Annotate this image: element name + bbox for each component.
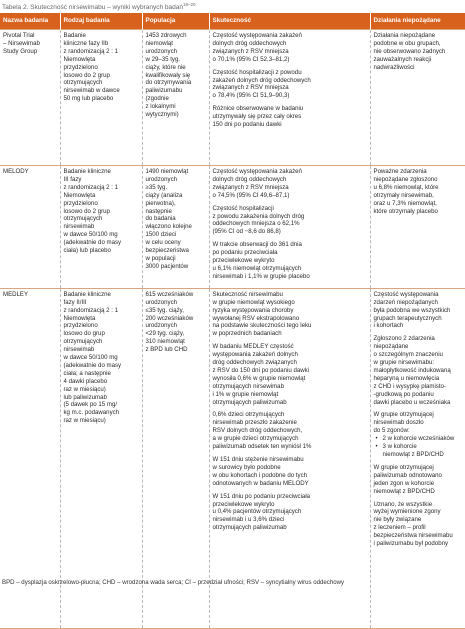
text-line: (5 dawek po 15 mg/ (63, 401, 118, 409)
cell-efficacy (209, 30, 370, 166)
text-line: przydzielono (63, 322, 98, 330)
cell-adverse (370, 288, 465, 628)
text-line: grupach terapeutycznych (373, 314, 442, 322)
text-line: -grudkową po podaniu (373, 390, 434, 398)
text-block (213, 32, 367, 64)
text-block (374, 32, 463, 72)
text-line: w surowicy było podobne (212, 463, 281, 471)
text-line: 4 dawki placebo (63, 377, 108, 385)
text-line: 1500 dzieci (145, 231, 177, 239)
text-line: nirsewimab przeszło zakażenie (212, 419, 297, 427)
text-line: z randomizacją 2 : 1 (63, 306, 119, 314)
caption-refs: 18–20 (183, 2, 196, 7)
text-line: 615 wcześniaków (145, 290, 194, 298)
bullet-item (374, 435, 463, 443)
text-line: Study Group (3, 47, 38, 55)
text-line: dolnych dróg oddechowych (212, 39, 287, 47)
text-block (213, 411, 367, 451)
cell-population (142, 166, 209, 289)
text-line: bezpieczeństwa nirsewimabu (373, 532, 453, 540)
text-line: Częstość występowania zakażeń (212, 32, 302, 39)
text-line: na podstawie skuteczności tego leku (212, 322, 312, 330)
text-line: jeden zgon w kohorcie (373, 479, 435, 487)
cell-efficacy (209, 288, 370, 628)
text-line: z CHD i wysypkę plamisto- (373, 382, 446, 390)
text-line: W trakcie obserwacji do 361 dnia (212, 241, 302, 249)
text-line: ciąży, które nie (145, 63, 186, 71)
text-line: Niemowlęta (63, 55, 96, 63)
text-line: Poważne zdarzenia (373, 168, 427, 175)
text-line: dawki placebo u wcześniaka (373, 398, 451, 406)
text-line: W grupie otrzymującej (373, 463, 434, 471)
text-line: z RSV do 150 dni po podaniu dawki (212, 366, 310, 374)
table-row (0, 288, 465, 628)
text-block (213, 69, 367, 101)
text-line: zdarzeń niepożądanych (373, 298, 438, 306)
text-line: oraz u 7,3% niemowląt, (373, 199, 437, 207)
cell-efficacy (209, 166, 370, 289)
text-line: 310 niemowląt (145, 338, 185, 346)
text-line: otrzymujących (63, 215, 103, 223)
text-line: Różnice obserwowane w badaniu (212, 105, 304, 113)
text-line: była podobna we wszystkich (373, 306, 451, 314)
text-line: do otrzymywania (145, 79, 192, 87)
text-block (374, 168, 463, 215)
text-line: nie obserwowano żadnych (373, 47, 446, 55)
text-line: w celu oceny (145, 239, 181, 247)
text-line: wyżej wymienione zgony (373, 508, 441, 516)
text-block (213, 168, 367, 200)
text-line: W 151 dniu stężenie nirsewimabu (212, 456, 304, 463)
abbreviations-footnote: BPD – dysplazja oskrzelowo-płucna; CHD – wrodzona wada serca; CI – przedział ufności; RSV – syncytialny wirus oddechowy (2, 579, 345, 586)
text-line: ciąży (analiza (145, 191, 183, 199)
text-line: wytycznymi) (145, 111, 179, 119)
cell-population (142, 288, 209, 628)
cell-name (0, 288, 60, 628)
text-line: W 151 dniu po podaniu przeciwciała (212, 492, 311, 500)
text-line: po podaniu przeciwciała (212, 249, 278, 257)
text-line: nirsewimab i u 3,6% dzieci (212, 516, 285, 524)
text-line: kliniczne fazy IIb (63, 39, 109, 47)
text-line: otrzymujących nirsewimab (212, 382, 284, 390)
text-line: Zgłoszono 2 zdarzenia (373, 335, 435, 343)
text-line: 150 dni po podaniu dawki (212, 121, 282, 129)
text-line: Działania niepożądane (373, 32, 436, 39)
text-line: losowo do 2 grup (63, 207, 110, 215)
text-block (374, 335, 463, 406)
text-line: niepożądane (373, 343, 409, 351)
text-line: zauważalnych reakcji (373, 55, 432, 63)
text-line: niemowląt z BPD/CHD (373, 487, 435, 495)
text-line: u 6,8% niemowląt, które (373, 183, 439, 191)
text-line: ciała) lub placebo (63, 247, 111, 255)
header-population: Populacja (142, 13, 209, 30)
text-line: nirsewimab doszło (373, 419, 424, 427)
text-line: ≥35 tyg. (145, 183, 168, 191)
text-line: w populacji (145, 254, 176, 262)
text-line: odnotowanych w badaniu MELODY (212, 479, 309, 487)
text-line: zakażeń dolnych dróg oddechowych (212, 76, 311, 84)
text-line: Niemowlęta (63, 314, 96, 322)
text-line: lub paliwizumab (63, 393, 107, 401)
text-line: i paliwizumabu był podobny (373, 540, 449, 548)
text-line: heparyną u niemowlęcia (373, 374, 440, 382)
text-line: losowo do grup (63, 330, 105, 338)
text-line: Częstość hospitalizacji (212, 204, 274, 212)
text-line: Niemowlęta (63, 191, 96, 199)
text-line: wywołanej RSV ekstrapolowano (212, 314, 300, 322)
text-line: nirsewimab w dawce (63, 87, 120, 95)
text-line: ≤35 tyg. ciąży, (145, 306, 184, 314)
text-line: bezpieczeństwa (145, 247, 189, 255)
text-line: RSV dolnych dróg oddechowych, (212, 427, 303, 435)
text-line: o 70,1% (95% CI 52,3–81,2) (212, 55, 290, 63)
text-line: Badanie (63, 32, 86, 39)
text-line: podobne w obu grupach, (373, 39, 441, 47)
text-line: 50 mg lub placebo (63, 95, 114, 103)
text-line: u 0,4% pacjentów otrzymujących (212, 508, 302, 516)
text-line: paliwizumabu (145, 87, 183, 95)
results-table (0, 13, 465, 629)
text-line: fazy II/III (63, 298, 87, 306)
text-line: przeciwlekowe wykryto (212, 257, 275, 265)
text-line: do 5 zgonów: (373, 427, 410, 435)
text-line: w obu kohortach i podobne do tych (212, 471, 308, 479)
text-line: raz w miesiącu) (63, 385, 106, 393)
text-line: nirsewimab (63, 346, 95, 354)
text-line: (95% CI od −8,6 do 86,8) (212, 228, 281, 236)
text-line: Częstość hospitalizacji z powodu (212, 68, 302, 76)
text-line: w dawce 50/100 mg (63, 231, 118, 239)
text-line: przydzielono (63, 63, 98, 71)
text-line: kwalifikowały się (145, 71, 191, 79)
cell-population (142, 30, 209, 166)
text-line: losowo do 2 grup (63, 71, 110, 79)
text-line: związanych z RSV mniejsza (212, 47, 289, 55)
text-line: 200 wcześniaków (145, 314, 194, 322)
text-line: niemowląt (145, 39, 173, 47)
header-efficacy: Skuteczność (209, 13, 370, 30)
text-block (374, 501, 463, 548)
text-line: • 3 w kohorcie (382, 443, 417, 451)
text-line: • 2 w kohorcie wcześniaków (382, 435, 455, 443)
text-block (213, 205, 367, 237)
text-line: nirsewimab (63, 223, 95, 231)
text-line: niepożądane zgłoszono (373, 175, 438, 183)
text-line: ciała; a następnie (63, 369, 111, 377)
text-line: III fazy (63, 175, 82, 183)
cell-adverse (370, 166, 465, 289)
text-line: (zgodnie (145, 95, 169, 103)
text-line: dolnych dróg oddechowych (212, 175, 287, 183)
text-line: włączono kolejne (145, 223, 192, 231)
cell-type (60, 30, 142, 166)
text-line: urodzonych (145, 175, 178, 183)
text-line: z leczeniem – profil (373, 524, 426, 532)
text-line: otrzymujących (63, 338, 103, 346)
text-line: Badanie kliniczne (63, 290, 111, 298)
text-line: 1453 zdrowych (145, 32, 187, 39)
text-line: otrzymały nirsewimab, (373, 191, 434, 199)
text-lines (374, 411, 463, 435)
text-line: z lokalnymi (145, 103, 176, 111)
text-line: w dawce 50/100 mg (63, 354, 118, 362)
bullet-item (374, 443, 463, 459)
text-line: nie były związane (373, 516, 422, 524)
table-header-row (0, 13, 465, 30)
text-line: 3000 pacjentów (145, 262, 189, 270)
text-line: przeciwlekowe wykryto (212, 500, 275, 508)
text-line: przydzielono (63, 199, 98, 207)
text-line: paliwizumab odnotowano (373, 471, 442, 479)
text-line: o szczególnym znaczeniu (373, 351, 443, 359)
text-block (213, 241, 367, 281)
cell-type (60, 166, 142, 289)
text-line: w grupie niemowląt wysokiego (212, 298, 295, 306)
text-line: z randomizacją 2 : 1 (63, 183, 119, 191)
text-line: 1490 niemowląt (145, 168, 189, 175)
text-line: i kohortach (373, 322, 404, 330)
text-line: (adekwatnie do masy (63, 239, 122, 247)
text-line: niemowląt z BPD/CHD (382, 451, 444, 458)
text-line: Badanie kliniczne (63, 168, 111, 175)
text-block (213, 105, 367, 129)
text-line: (adekwatnie do masy (63, 361, 122, 369)
text-block (374, 464, 463, 496)
header-study-name: Nazwa badania (0, 13, 60, 30)
text-line: dróg oddechowych związanych (212, 359, 297, 367)
text-line: związanych z RSV mniejsza (212, 84, 289, 92)
table-row (0, 166, 465, 289)
text-block (374, 411, 463, 458)
text-line: oddechowych mniejsza o 62,1% (212, 220, 300, 228)
text-line: urodzonych (145, 322, 178, 330)
text-block (213, 456, 367, 488)
text-line: z BPD lub CHD (145, 346, 188, 354)
caption-text: Tabela 2. Skuteczność nirsewimabu – wyniki wybranych badań (2, 4, 184, 12)
text-line: nirsewimab i 1,1% w grupie placebo (212, 272, 310, 280)
header-adverse-effects: Działania niepożądane (370, 13, 465, 30)
text-line: utrzymywały się przez cały okres (212, 113, 302, 121)
text-line: wynosiła 0,6% w grupie niemowląt (212, 374, 306, 382)
text-line: otrzymujących (63, 79, 103, 87)
text-line: w poprzednich badaniach (212, 330, 282, 338)
text-block (213, 291, 367, 338)
cell-name (0, 166, 60, 289)
text-line: w grupie nirsewimabu: (373, 359, 435, 367)
text-line: z randomizacją 2 : 1 (63, 47, 119, 55)
text-line: a w grupie dzieci otrzymujących (212, 435, 299, 443)
text-line: małopłytkowość indukowaną (373, 366, 451, 374)
cell-adverse (370, 30, 465, 166)
text-line: W badaniu MEDLEY częstość (212, 343, 294, 351)
text-line: Uznano, że wszystkie (373, 500, 433, 508)
text-line: występowania zakażeń dolnych (212, 351, 298, 359)
cell-type (60, 288, 142, 628)
text-line: ryzyka występowania choroby (212, 306, 294, 314)
text-line: nadwrażliwości (373, 63, 415, 71)
text-line: Częstość występowania (373, 290, 439, 298)
text-line: Skuteczność nirsewimabu (212, 290, 283, 298)
table-row (0, 30, 465, 166)
table-caption (2, 2, 196, 11)
text-line: raz w miesiącu) (63, 417, 106, 425)
text-line: paliwizumab odsetek ten wyniósł 1% (212, 443, 312, 451)
text-block (213, 343, 367, 406)
text-block (374, 291, 463, 331)
text-line: z powodu zakażenia dolnych dróg (212, 212, 305, 220)
cell-name (0, 30, 60, 166)
text-line: w 29–35 tyg. (145, 55, 181, 63)
text-line: <29 tyg. ciąży, (145, 330, 185, 338)
text-line: do badania (145, 215, 176, 223)
text-line: o 78,4% (95% CI 51,9–90,3) (212, 92, 290, 100)
text-line: związanych z RSV mniejsza (212, 183, 289, 191)
text-line: pierwotna), (145, 199, 176, 207)
text-line: urodzonych (145, 298, 178, 306)
text-line: – Nirsewimab (3, 39, 40, 47)
text-line: MEDLEY (3, 290, 29, 298)
text-line: otrzymujących paliwizumab (212, 398, 287, 406)
text-line: urodzonych (145, 47, 178, 55)
text-line: u 6,1% niemowląt otrzymujących (212, 264, 302, 272)
text-line: Pivotal Trial (3, 32, 35, 39)
text-line: MELODY (3, 168, 29, 175)
text-line: następnie (145, 207, 172, 215)
text-line: Częstość występowania zakażeń (212, 168, 302, 175)
text-line: kg m.c. podawanych (63, 409, 120, 417)
header-study-type: Rodzaj badania (60, 13, 142, 30)
text-line: które otrzymały placebo (373, 207, 438, 215)
text-line: i 1% w grupie niemowląt (212, 390, 279, 398)
text-line: otrzymujących paliwizumab (212, 524, 287, 532)
text-line: 0,6% dzieci otrzymujących (212, 411, 285, 419)
text-line: o 74,5% (95% CI 49,6–87,1) (212, 191, 290, 199)
text-block (213, 493, 367, 533)
text-line: W grupie otrzymującej (373, 411, 434, 419)
